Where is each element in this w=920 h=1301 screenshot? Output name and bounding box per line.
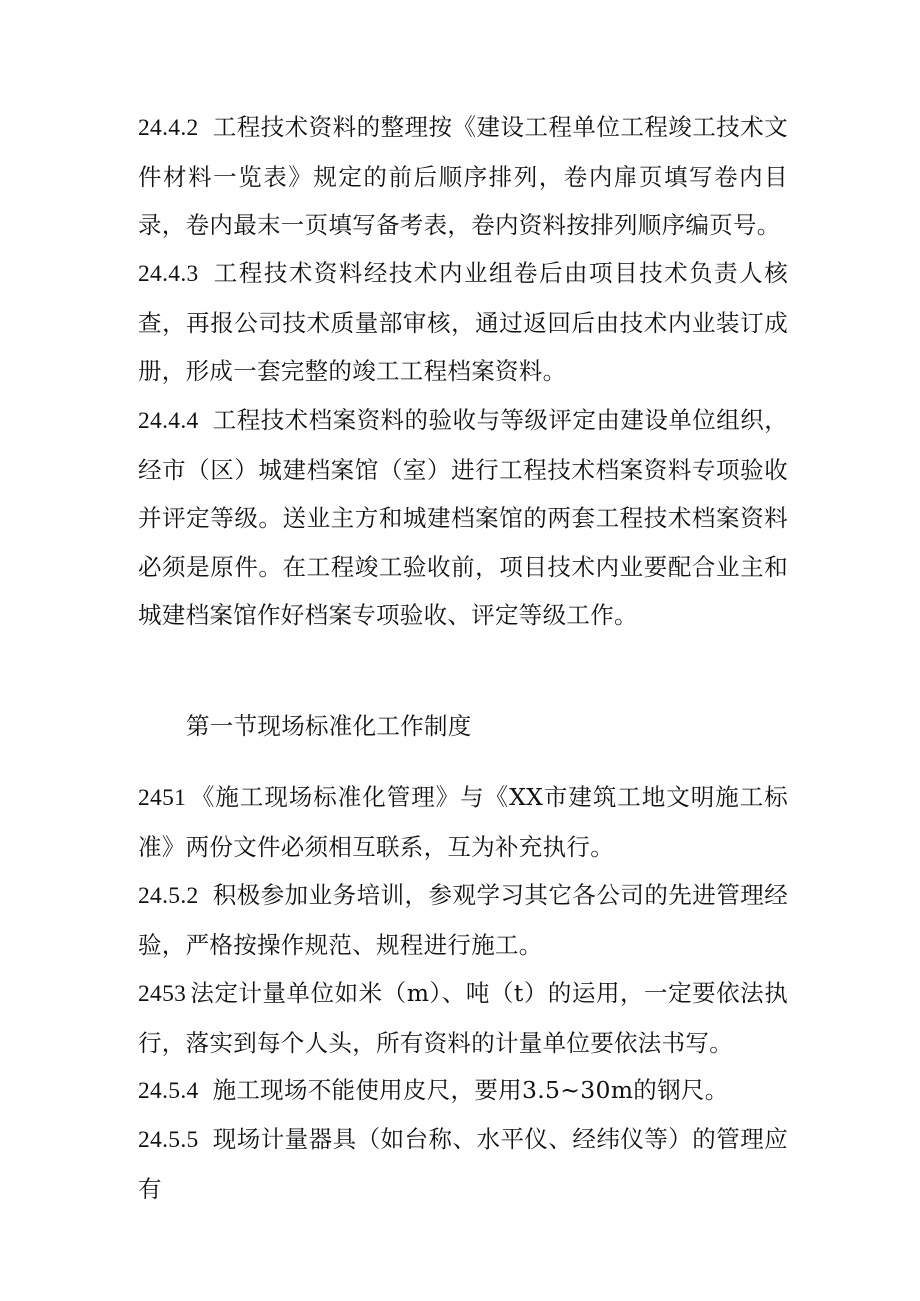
paragraph-text: 现场计量器具（如台称、水平仪、经纬仪等）的管理应有 (138, 1125, 788, 1203)
paragraph-text: 《施工现场标准化管理》与《XX市建筑工地文明施工标准》两份文件必须相互联系，互为补充执行。 (138, 783, 788, 861)
paragraph-24-4-3 (138, 249, 788, 396)
paragraph-text: 工程技术档案资料的验收与等级评定由建设单位组织，经市（区）城建档案馆（室）进行工程技术档案资料专项验收并评定等级。送业主方和城建档案馆的两套工程技术档案资料必须是原件。在工程竣工验收前，项目技术内业要配合业主和城建档案馆作好档案专项验收、评定等级工作。 (138, 406, 788, 629)
paragraph-24-4-4 (138, 396, 788, 640)
paragraph-text: 工程技术资料经技术内业组卷后由项目技术负责人核查，再报公司技术质量部审核，通过返回后由技术内业装订成册，形成一套完整的竣工工程档案资料。 (138, 259, 788, 385)
paragraph-number: 24.4.4 (138, 408, 199, 434)
paragraph-2451 (138, 773, 788, 871)
section-heading: 第一节现场标准化工作制度 (186, 712, 472, 740)
paragraph-number: 24.5.5 (138, 1127, 199, 1153)
paragraph-number: 2453 (138, 981, 187, 1007)
paragraph-number: 24.4.3 (138, 261, 199, 287)
paragraph-number: 24.4.2 (138, 115, 199, 141)
paragraph-24-4-2 (138, 103, 788, 250)
paragraph-text: 工程技术资料的整理按《建设工程单位工程竣工技术文件材料一览表》规定的前后顺序排列，卷内扉页填写卷内目录，卷内最末一页填写备考表，卷内资料按排列顺序编页号。 (138, 113, 788, 239)
paragraph-2453 (138, 969, 788, 1067)
paragraph-number: 24.5.4 (138, 1078, 199, 1104)
paragraph-24-5-4 (138, 1066, 788, 1116)
paragraph-number: 2451 (138, 785, 187, 811)
paragraph-text: 积极参加业务培训，参观学习其它各公司的先进管理经验，严格按操作规范、规程进行施工。 (138, 881, 788, 959)
paragraph-text: 法定计量单位如米（m）、吨（t）的运用，一定要依法执行，落实到每个人头，所有资料的计量单位要依法书写。 (138, 979, 788, 1057)
paragraph-text: 施工现场不能使用皮尺，要用3.5~30m的钢尺。 (212, 1076, 729, 1104)
paragraph-number: 24.5.2 (138, 883, 199, 909)
paragraph-24-5-2 (138, 871, 788, 969)
paragraph-24-5-5 (138, 1115, 788, 1213)
